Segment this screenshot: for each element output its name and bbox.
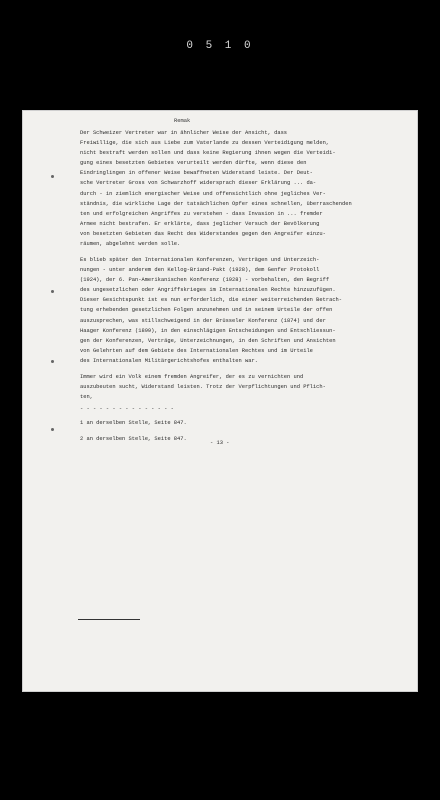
text-line: Dieser Gesichtspunkt ist es nun erforderlich, die einer weiterreichenden Betrach- <box>80 297 343 304</box>
margin-mark <box>51 290 54 293</box>
margin-mark <box>51 360 54 363</box>
paragraph-3 <box>80 372 380 402</box>
text-line: (1924), der 6. Pan-Amerikanischen Konferenz (1928) - vorbehalten, den Begriff <box>80 277 330 284</box>
text-line: Der Schweizer Vertreter war in ähnlicher Weise der Ansicht, dass <box>80 130 288 136</box>
margin-mark <box>51 175 54 178</box>
text-line: des ungesetzlichen oder Angriffskrieges im Internationalen Rechte hinzuzufügen. <box>80 287 336 294</box>
text-line: gung eines besetzten Gebietes verurteilt werden dürfte, wenn diese den <box>80 160 307 167</box>
page-number: - 13 - <box>210 440 230 446</box>
text-line: ständnis, die wirkliche Lage der tatsächlichen Opfer eines schnellen, überraschenden <box>80 200 352 207</box>
text-line: Freiwillige, die sich aus Liebe zum Vaterlande zu dessen Verteidigung melden, <box>80 140 330 147</box>
footnote-2: 2 an derselben Stelle, Seite 847. <box>80 436 187 442</box>
paragraph-1 <box>80 128 380 249</box>
page-heading: Remak <box>174 118 191 124</box>
document-page <box>22 110 418 692</box>
archive-number: 0 5 1 0 <box>186 40 254 52</box>
text-line: tung erhebenden gesetzlichen Folgen anzunehmen und in seinem Urteile der offen <box>80 307 333 314</box>
footnote-1: 1 an derselben Stelle, Seite 847. <box>80 420 187 426</box>
margin-mark <box>51 428 54 431</box>
text-line: des Internationalen Militärgerichtshofes enthalten war. <box>80 357 258 364</box>
text-line: ten und erfolgreichen Angriffes zu verstehen - dass Invasion in ... fremder <box>80 210 323 217</box>
text-line: Haager Konferenz (1899), in den einschlägigen Entscheidungen und Entschliessun- <box>80 327 336 334</box>
text-line: gen der Konferenzen, Verträge, Unterzeichnungen, in den Schriften und Ansichten <box>80 337 336 344</box>
text-line: ten, <box>80 394 93 401</box>
text-line: nungen - unter anderem den Kellog-Briand-Pakt (1928), dem Genfer Protokoll <box>80 267 320 274</box>
text-line: nicht bestraft werden sollen und dass keine Regierung ihnen wegen die Verteidi- <box>80 150 336 157</box>
text-line: Armee nicht bestrafen. Er erklärte, dass jeglicher Versuch der Bevölkerung <box>80 220 320 227</box>
bottom-rule <box>78 619 140 620</box>
text-line: Eindringlingen in offener Weise bewaffneten Widerstand leiste. Der Deut- <box>80 170 313 177</box>
text-line: auszusprechen, was stillschweigend in der Brüsseler Konferenz (1874) und der <box>80 317 326 324</box>
text-line: von besetzten Gebieten das Recht des Widerstandes gegen den Angreifer einzu- <box>80 230 326 237</box>
text-line: durch - in ziemlich energischer Weise und offensichtlich ohne jegliches Ver- <box>80 190 326 197</box>
text-line: Immer wird ein Volk einem fremden Angreifer, der es zu vernichten und <box>80 374 304 380</box>
text-line: von Gelehrten auf dem Gebiete des Internationalen Rechtes und im Urteile <box>80 347 313 354</box>
text-line: räumen, abgelehnt werden solle. <box>80 241 181 248</box>
text-line: Es blieb später den Internationalen Konferenzen, Verträgen und Unterzeich- <box>80 257 320 263</box>
divider-text: - - - - - - - - - - - - - - - <box>80 406 174 412</box>
text-line: auszubeuten sucht, Widerstand leisten. Trotz der Verpflichtungen und Pflich- <box>80 384 326 391</box>
paragraph-2 <box>80 255 380 366</box>
text-line: sche Vertreter Gross von Schwarzhoff widersprach dieser Erklärung ... da- <box>80 180 317 187</box>
